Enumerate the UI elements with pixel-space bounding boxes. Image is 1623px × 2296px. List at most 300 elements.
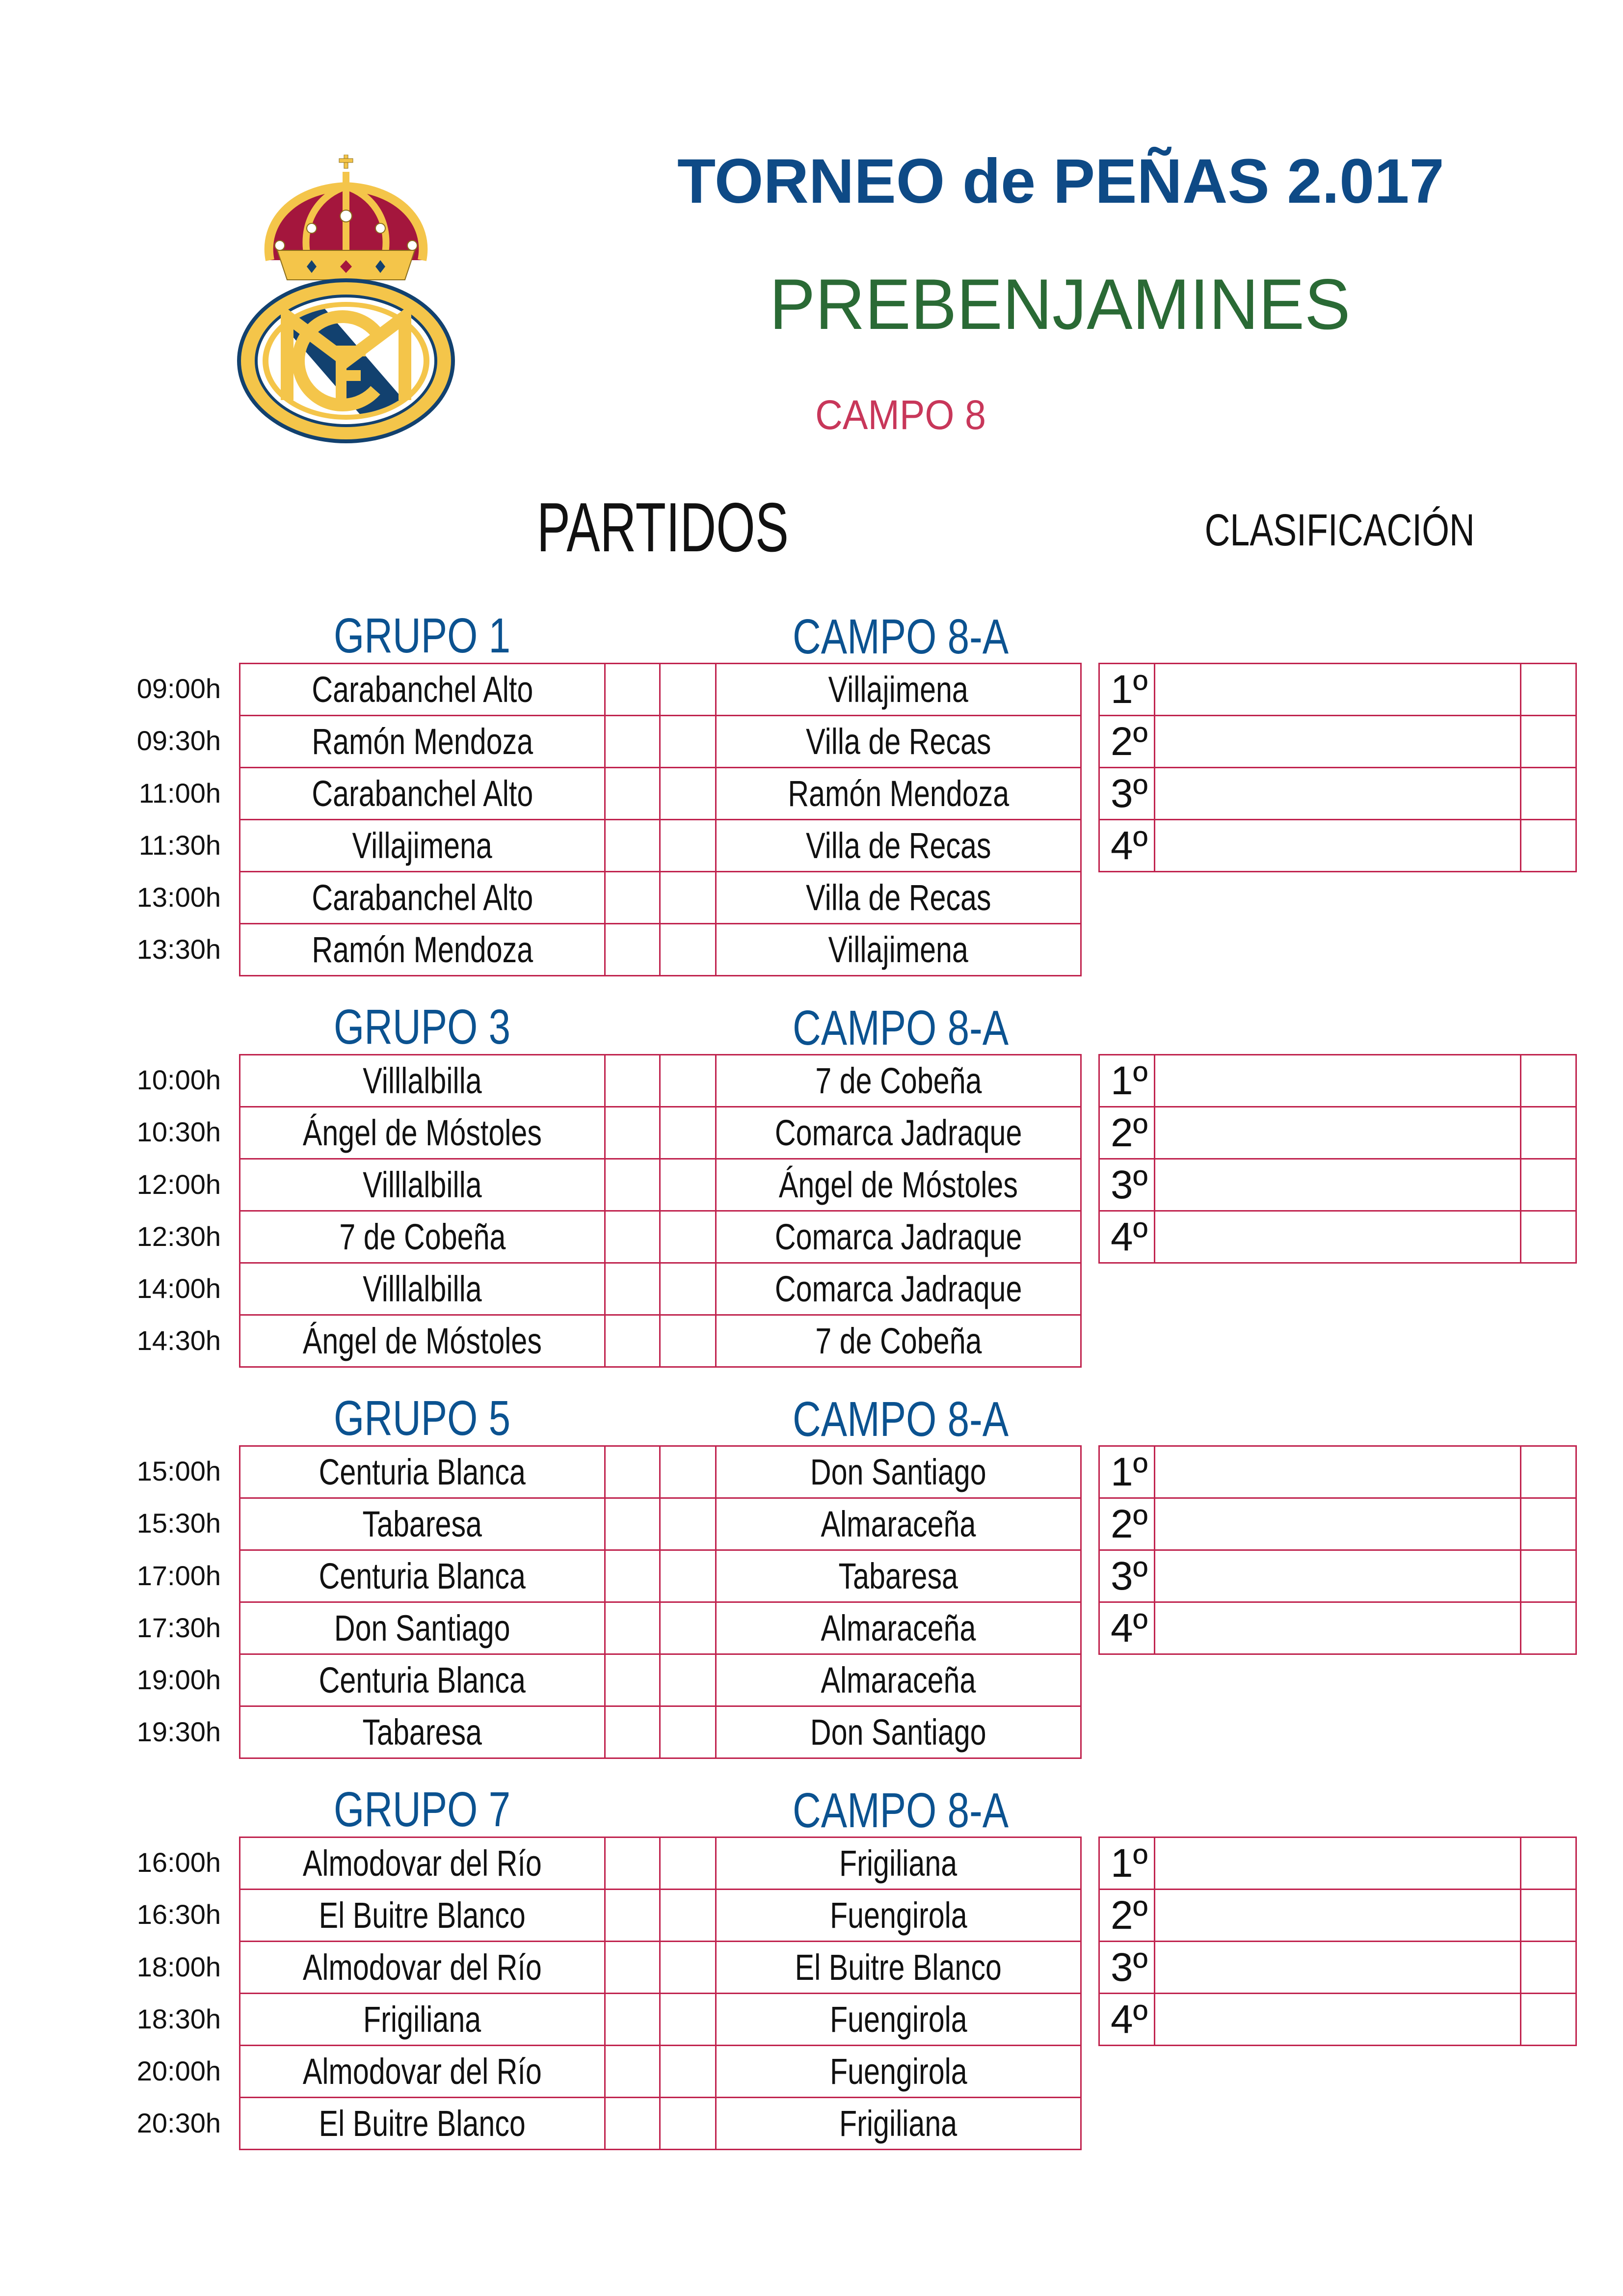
home-team: Centuria Blanca (319, 1556, 526, 1596)
home-score-cell[interactable] (605, 2046, 660, 2098)
home-score-cell[interactable] (605, 924, 660, 976)
group-heading (304, 609, 540, 663)
standings-team-cell[interactable] (1155, 1890, 1521, 1942)
home-team-cell (240, 872, 605, 924)
standings-team-cell[interactable] (1155, 1994, 1521, 2046)
match-time: 12:00h (136, 1168, 221, 1200)
away-team: Almaraceña (821, 1660, 976, 1701)
away-team: Ramón Mendoza (788, 773, 1009, 814)
standings-team-cell[interactable] (1155, 1055, 1521, 1107)
home-team-cell (240, 924, 605, 976)
home-team-cell (240, 1890, 605, 1942)
standings-points-cell[interactable] (1521, 768, 1576, 820)
match-time: 11:30h (138, 829, 221, 861)
position-cell (1099, 820, 1155, 872)
match-row (240, 1837, 1081, 1890)
home-team: Ángel de Móstoles (302, 1112, 542, 1153)
home-team-cell (240, 1706, 605, 1758)
crown-icon (269, 155, 424, 280)
home-team-cell (240, 1837, 605, 1890)
standings-team-cell[interactable] (1155, 820, 1521, 872)
home-team: Don Santiago (334, 1608, 510, 1648)
away-score-cell[interactable] (660, 1994, 716, 2046)
home-score-cell[interactable] (605, 1107, 660, 1159)
home-team-cell (240, 768, 605, 820)
position-label: 1º (1111, 1449, 1148, 1494)
position-label: 4º (1111, 1997, 1148, 2042)
position-label: 4º (1111, 1605, 1148, 1650)
home-team: Villlalbilla (363, 1164, 482, 1205)
standings-points-cell[interactable] (1521, 1446, 1576, 1498)
away-team: Comarca Jadraque (774, 1112, 1022, 1153)
matches-table (239, 663, 1082, 976)
standings-row (1099, 768, 1576, 820)
away-score-cell[interactable] (660, 820, 716, 872)
match-row (240, 1107, 1081, 1159)
standings-points-cell[interactable] (1521, 820, 1576, 872)
away-team-cell (716, 872, 1081, 924)
home-score-cell[interactable] (605, 1263, 660, 1315)
group-field: CAMPO 8-A (793, 1392, 1009, 1447)
match-time: 10:00h (136, 1064, 221, 1095)
home-score-cell[interactable] (605, 1942, 660, 1994)
standings-row (1099, 1602, 1576, 1654)
away-score-cell[interactable] (660, 2046, 716, 2098)
home-score-cell[interactable] (605, 1706, 660, 1758)
home-score-cell[interactable] (605, 1159, 660, 1211)
category-text: PREBENJAMINES (770, 264, 1351, 344)
match-time: 13:30h (136, 934, 221, 965)
home-score-cell[interactable] (605, 1446, 660, 1498)
away-score-cell[interactable] (660, 1446, 716, 1498)
position-cell (1099, 1107, 1155, 1159)
match-time: 19:30h (136, 1716, 221, 1748)
position-cell (1099, 664, 1155, 716)
standings-row (1099, 820, 1576, 872)
away-team: Villajimena (828, 669, 969, 710)
away-team: 7 de Cobeña (815, 1060, 982, 1101)
home-team-cell (240, 716, 605, 768)
time-column (113, 1837, 221, 2150)
match-time: 19:00h (136, 1664, 221, 1696)
away-team: 7 de Cobeña (815, 1321, 982, 1361)
away-team-cell (716, 1837, 1081, 1890)
away-team-cell (716, 1055, 1081, 1107)
group-heading (304, 1783, 540, 1837)
home-team: Almodovar del Río (302, 1843, 542, 1884)
away-score-cell[interactable] (660, 1654, 716, 1706)
home-team: Carabanchel Alto (312, 773, 533, 814)
home-team-cell (240, 1994, 605, 2046)
away-team-cell (716, 1942, 1081, 1994)
away-team: Villa de Recas (805, 825, 991, 866)
match-time: 20:00h (136, 2055, 221, 2087)
match-time: 10:30h (136, 1116, 221, 1148)
standings-row (1099, 1890, 1576, 1942)
away-team: Frigiliana (839, 2103, 958, 2144)
match-row (240, 1211, 1081, 1263)
away-score-cell[interactable] (660, 1263, 716, 1315)
away-team: Ángel de Móstoles (778, 1164, 1018, 1205)
home-score-cell[interactable] (605, 2098, 660, 2150)
home-team-cell (240, 1211, 605, 1263)
position-label: 2º (1111, 1110, 1148, 1155)
group-name: GRUPO 3 (333, 999, 511, 1054)
away-team: Villa de Recas (805, 721, 991, 762)
away-team: El Buitre Blanco (795, 1947, 1002, 1988)
away-score-cell[interactable] (660, 716, 716, 768)
home-team: Tabaresa (362, 1712, 482, 1753)
away-team: Fuengirola (829, 2051, 967, 2092)
standings-points-cell[interactable] (1521, 1107, 1576, 1159)
away-team: Don Santiago (810, 1712, 986, 1753)
away-team-cell (716, 924, 1081, 976)
standings-points-cell[interactable] (1521, 1055, 1576, 1107)
home-team-cell (240, 1942, 605, 1994)
home-team-cell (240, 1315, 605, 1367)
home-score-cell[interactable] (605, 1602, 660, 1654)
standings-row (1099, 1159, 1576, 1211)
away-team-cell (716, 664, 1081, 716)
away-score-cell[interactable] (660, 1890, 716, 1942)
away-score-cell[interactable] (660, 1498, 716, 1550)
home-team-cell (240, 1550, 605, 1602)
away-team: Villajimena (828, 929, 969, 970)
away-score-cell[interactable] (660, 664, 716, 716)
home-team: Carabanchel Alto (312, 669, 533, 710)
match-time: 20:30h (136, 2107, 221, 2139)
match-row (240, 664, 1081, 716)
standings-team-cell[interactable] (1155, 768, 1521, 820)
home-team-cell (240, 1602, 605, 1654)
position-cell (1099, 1446, 1155, 1498)
standings-team-cell[interactable] (1155, 1942, 1521, 1994)
standings-team-cell[interactable] (1155, 664, 1521, 716)
home-score-cell[interactable] (605, 1890, 660, 1942)
position-cell (1099, 768, 1155, 820)
standings-row (1099, 1550, 1576, 1602)
standings-points-cell[interactable] (1521, 1550, 1576, 1602)
match-row (240, 2098, 1081, 2150)
match-row (240, 872, 1081, 924)
home-score-cell[interactable] (605, 664, 660, 716)
home-team-cell (240, 1159, 605, 1211)
away-score-cell[interactable] (660, 924, 716, 976)
away-team: Don Santiago (810, 1452, 986, 1492)
tournament-title: TORNEO de PEÑAS 2.017 (677, 146, 1444, 216)
standings-row (1099, 1498, 1576, 1550)
standings-points-cell[interactable] (1521, 1159, 1576, 1211)
match-row (240, 1055, 1081, 1107)
match-time: 14:00h (136, 1273, 221, 1304)
standings-points-cell[interactable] (1521, 1942, 1576, 1994)
away-team: Comarca Jadraque (774, 1269, 1022, 1309)
away-score-cell[interactable] (660, 1107, 716, 1159)
standings-row (1099, 1107, 1576, 1159)
standings-points-cell[interactable] (1521, 716, 1576, 768)
matches-table (239, 1837, 1082, 2150)
standings-table (1098, 1054, 1577, 1264)
away-team: Fuengirola (829, 1999, 967, 2040)
standings-row (1099, 716, 1576, 768)
match-row (240, 1498, 1081, 1550)
standings-table (1098, 663, 1577, 872)
home-score-cell[interactable] (605, 1498, 660, 1550)
home-score-cell[interactable] (605, 1994, 660, 2046)
away-team: Villa de Recas (805, 877, 991, 918)
match-time: 13:00h (136, 882, 221, 913)
match-time: 14:30h (136, 1325, 221, 1356)
match-time: 15:00h (136, 1456, 221, 1486)
matches-table (239, 1054, 1082, 1368)
home-score-cell[interactable] (605, 1837, 660, 1890)
home-team-cell (240, 1107, 605, 1159)
away-score-cell[interactable] (660, 1602, 716, 1654)
home-team: Centuria Blanca (319, 1660, 526, 1701)
match-row (240, 1942, 1081, 1994)
away-team-cell (716, 2098, 1081, 2150)
time-column (113, 1445, 221, 1758)
standings-team-cell[interactable] (1155, 1550, 1521, 1602)
matches-heading-text: PARTIDOS (536, 488, 789, 567)
group-heading (304, 1391, 540, 1445)
position-cell (1099, 1837, 1155, 1890)
standings-points-cell[interactable] (1521, 1211, 1576, 1263)
standings-points-cell[interactable] (1521, 1890, 1576, 1942)
crest-emblem (237, 278, 455, 447)
standings-team-cell[interactable] (1155, 1159, 1521, 1211)
match-time: 18:30h (136, 2003, 221, 2034)
position-label: 3º (1111, 1945, 1148, 1990)
standings-team-cell[interactable] (1155, 1446, 1521, 1498)
match-row (240, 2046, 1081, 2098)
standings-row (1099, 1837, 1576, 1890)
away-team-cell (716, 1602, 1081, 1654)
match-row (240, 1890, 1081, 1942)
field-text: CAMPO 8 (815, 392, 986, 438)
away-team-cell (716, 1315, 1081, 1367)
position-label: 2º (1111, 1501, 1148, 1546)
position-cell (1099, 1942, 1155, 1994)
away-score-cell[interactable] (660, 1211, 716, 1263)
home-score-cell[interactable] (605, 1055, 660, 1107)
home-team: Frigiliana (363, 1999, 481, 2040)
home-score-cell[interactable] (605, 716, 660, 768)
match-row (240, 716, 1081, 768)
group-field: CAMPO 8-A (793, 609, 1009, 664)
match-row (240, 1602, 1081, 1654)
away-score-cell[interactable] (660, 1550, 716, 1602)
match-row (240, 1315, 1081, 1367)
group-field: CAMPO 8-A (793, 1783, 1009, 1838)
standings-row (1099, 1446, 1576, 1498)
home-score-cell[interactable] (605, 1211, 660, 1263)
match-time: 18:00h (136, 1951, 221, 1982)
away-team-cell (716, 1890, 1081, 1942)
position-label: 1º (1111, 1058, 1148, 1103)
away-team-cell (716, 1159, 1081, 1211)
standings-points-cell[interactable] (1521, 1994, 1576, 2046)
away-team: Almaraceña (821, 1504, 976, 1544)
match-time: 17:30h (136, 1612, 221, 1643)
position-cell (1099, 1890, 1155, 1942)
standings-team-cell[interactable] (1155, 1837, 1521, 1890)
away-score-cell[interactable] (660, 1315, 716, 1367)
position-label: 3º (1111, 1553, 1148, 1598)
match-row (240, 820, 1081, 872)
time-column (113, 663, 221, 976)
standings-row (1099, 1994, 1576, 2046)
home-score-cell[interactable] (605, 872, 660, 924)
away-score-cell[interactable] (660, 1706, 716, 1758)
away-team: Comarca Jadraque (774, 1216, 1022, 1257)
match-time: 16:00h (136, 1847, 221, 1878)
home-team: Ramón Mendoza (312, 721, 533, 762)
standings-team-cell[interactable] (1155, 1602, 1521, 1654)
position-label: 3º (1111, 1162, 1148, 1207)
home-team: El Buitre Blanco (319, 2103, 526, 2144)
standings-team-cell[interactable] (1155, 1107, 1521, 1159)
away-team-cell (716, 1706, 1081, 1758)
position-cell (1099, 1994, 1155, 2046)
match-time: 17:00h (136, 1560, 221, 1591)
away-score-cell[interactable] (660, 1942, 716, 1994)
position-cell (1099, 1055, 1155, 1107)
standings-heading-text: CLASIFICACIÓN (1204, 505, 1475, 555)
standings-points-cell[interactable] (1521, 1498, 1576, 1550)
position-label: 3º (1111, 771, 1148, 816)
home-team-cell (240, 1498, 605, 1550)
home-team-cell (240, 1263, 605, 1315)
match-time: 16:30h (136, 1899, 221, 1930)
standings-row (1099, 664, 1576, 716)
match-time: 11:00h (138, 777, 221, 809)
away-team-cell (716, 1446, 1081, 1498)
match-time: 15:30h (136, 1508, 221, 1539)
home-team: 7 de Cobeña (339, 1216, 506, 1257)
standings-table (1098, 1837, 1577, 2046)
home-team: Villlalbilla (363, 1060, 482, 1101)
standings-team-cell[interactable] (1155, 1211, 1521, 1263)
standings-points-cell[interactable] (1521, 1602, 1576, 1654)
group-name: GRUPO 7 (333, 1782, 511, 1837)
position-label: 4º (1111, 1214, 1148, 1259)
standings-team-cell[interactable] (1155, 1498, 1521, 1550)
standings-table (1098, 1445, 1577, 1655)
matches-heading (466, 488, 859, 567)
away-score-cell[interactable] (660, 2098, 716, 2150)
group-field-heading (766, 1783, 1031, 1837)
away-team-cell (716, 1498, 1081, 1550)
away-score-cell[interactable] (660, 872, 716, 924)
match-row (240, 1550, 1081, 1602)
away-team-cell (716, 1994, 1081, 2046)
group-field-heading (766, 1392, 1031, 1446)
position-cell (1099, 1211, 1155, 1263)
away-team: Fuengirola (829, 1895, 967, 1936)
home-team-cell (240, 1446, 605, 1498)
away-team-cell (716, 2046, 1081, 2098)
home-team: Villlalbilla (363, 1269, 482, 1309)
home-team-cell (240, 2046, 605, 2098)
away-score-cell[interactable] (660, 768, 716, 820)
match-row (240, 1654, 1081, 1706)
time-column (113, 1054, 221, 1367)
home-team-cell (240, 1055, 605, 1107)
away-team-cell (716, 1550, 1081, 1602)
match-row (240, 1263, 1081, 1315)
home-team-cell (240, 820, 605, 872)
position-label: 1º (1111, 667, 1148, 712)
position-cell (1099, 1159, 1155, 1211)
group-heading (304, 1000, 540, 1054)
away-team: Frigiliana (839, 1843, 958, 1884)
home-team-cell (240, 1654, 605, 1706)
match-time: 09:00h (136, 673, 221, 704)
match-row (240, 1994, 1081, 2046)
home-team: Almodovar del Río (302, 2051, 542, 2092)
away-score-cell[interactable] (660, 1055, 716, 1107)
away-team: Tabaresa (838, 1556, 958, 1596)
away-score-cell[interactable] (660, 1837, 716, 1890)
field-label (756, 390, 1045, 439)
home-team-cell (240, 2098, 605, 2150)
home-score-cell[interactable] (605, 768, 660, 820)
away-team-cell (716, 1107, 1081, 1159)
match-row (240, 1159, 1081, 1211)
group-name: GRUPO 5 (333, 1391, 511, 1446)
group-field-heading (766, 1001, 1031, 1055)
standings-row (1099, 1211, 1576, 1263)
standings-points-cell[interactable] (1521, 1837, 1576, 1890)
group-name: GRUPO 1 (333, 608, 511, 663)
standings-heading (1144, 506, 1536, 555)
home-score-cell[interactable] (605, 1315, 660, 1367)
home-team: Ramón Mendoza (312, 929, 533, 970)
group-field-heading (766, 610, 1031, 664)
match-row (240, 1446, 1081, 1498)
away-score-cell[interactable] (660, 1159, 716, 1211)
position-cell (1099, 1602, 1155, 1654)
position-label: 2º (1111, 719, 1148, 764)
home-team: El Buitre Blanco (319, 1895, 526, 1936)
match-row (240, 924, 1081, 976)
standings-row (1099, 1942, 1576, 1994)
away-team-cell (716, 1263, 1081, 1315)
standings-points-cell[interactable] (1521, 664, 1576, 716)
standings-team-cell[interactable] (1155, 716, 1521, 768)
match-row (240, 1706, 1081, 1758)
home-score-cell[interactable] (605, 1654, 660, 1706)
home-team: Almodovar del Río (302, 1947, 542, 1988)
home-score-cell[interactable] (605, 820, 660, 872)
match-time: 12:30h (136, 1220, 221, 1252)
real-madrid-crest-logo (233, 155, 459, 447)
matches-table (239, 1445, 1082, 1759)
group-field: CAMPO 8-A (793, 1000, 1009, 1055)
home-team: Centuria Blanca (319, 1452, 526, 1492)
standings-row (1099, 1055, 1576, 1107)
position-label: 1º (1111, 1840, 1148, 1886)
home-team: Villajimena (352, 825, 493, 866)
away-team-cell (716, 1654, 1081, 1706)
home-team-cell (240, 664, 605, 716)
home-team: Tabaresa (362, 1504, 482, 1544)
home-score-cell[interactable] (605, 1550, 660, 1602)
home-team: Ángel de Móstoles (302, 1321, 542, 1361)
position-cell (1099, 1550, 1155, 1602)
away-team-cell (716, 820, 1081, 872)
